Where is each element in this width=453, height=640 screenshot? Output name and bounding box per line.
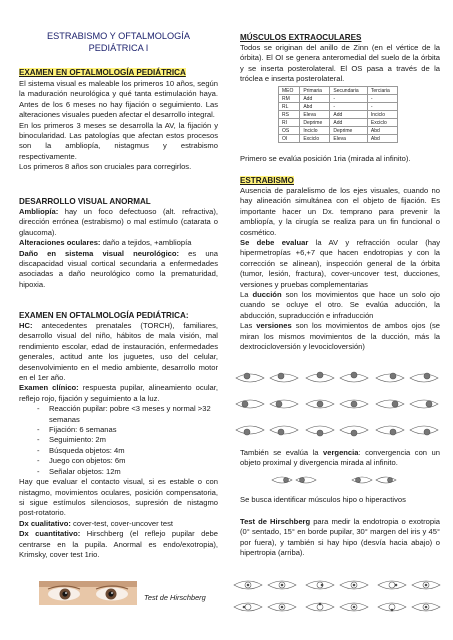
table-cell: Abd <box>367 135 397 143</box>
table-cell: OI <box>279 135 300 143</box>
dx-cuantitativo-label: Dx cuantitativo: <box>19 529 81 539</box>
table-row <box>279 135 398 143</box>
versiones-text: son los movimientos de ambos ojos (se miran los mismos movimientos de la ducción, más la dextrocicloversión y levocicloversión) <box>240 321 440 352</box>
milestone-item: - Señalar objetos: 12m <box>37 467 218 477</box>
table-header-cell: Primaria <box>300 87 330 95</box>
milestone-item: - Fijación: 6 semanas <box>37 425 218 435</box>
milestone-item: - Juego con objetos: 6m <box>37 456 218 466</box>
vergencia-pre: También se evalúa la <box>240 448 324 457</box>
clinico-text: respuesta pupilar, alineamiento ocular, reflejo rojo, fijación y seguimiento a la luz. <box>19 383 218 403</box>
ambliopia-text: hay un foco defectuoso (alt. refractiva), dirección errónea (estrabismo) o mal estímulo (catarata o glaucoma). <box>19 207 218 237</box>
table-cell: Inciclo <box>367 111 397 119</box>
table-cell: RS <box>279 111 300 119</box>
milestones-list <box>19 404 218 477</box>
eye-versions-diagram <box>228 366 443 444</box>
table-row <box>279 111 398 119</box>
alteraciones-label: Alteraciones oculares: <box>19 238 101 248</box>
duccion-label: ducción <box>252 290 282 300</box>
table-row <box>279 127 398 135</box>
table-cell: Abd <box>300 103 330 111</box>
table-header-row <box>279 87 398 95</box>
table-cell: - <box>330 95 367 103</box>
table-header-cell: Terciaria <box>367 87 397 95</box>
primero-text: Primero se evalúa posición 1ria (mirada al infinito). <box>240 154 411 163</box>
milestone-item: - Seguimiento: 2m <box>37 435 218 445</box>
duccion-text: son los movimientos que hace un solo ojo cuando se ocluye el otro. Se evalúa aducción, la abducción, supraducción e infraducción <box>240 290 440 320</box>
table-cell: Add <box>330 119 367 127</box>
table-cell: - <box>330 103 367 111</box>
test-hirschberg-label: Test de Hirschberg <box>240 517 311 526</box>
evaluar-label: Se debe evaluar <box>240 238 309 248</box>
estrabismo-heading: ESTRABISMO <box>240 176 294 185</box>
versiones-pre: Las <box>240 321 257 331</box>
hirschberg-caption: Test de Hirschberg <box>144 593 206 602</box>
table-cell: Inciclo <box>300 127 330 135</box>
hirschberg-deviation-diagram <box>228 573 443 619</box>
table-cell: Deprime <box>330 127 367 135</box>
musculos-text: Todos se originan del anillo de Zinn (en el vértice de la órbita). El OI se genera anteromedial del suelo de la órbita y se inserta posterolateral. El OS pasa a través de la tróclea e inserta posterolateral. <box>240 43 440 84</box>
hc-label: HC: <box>19 321 33 330</box>
dx-cualitativo-label: Dx cualitativo: <box>19 518 71 528</box>
table-cell: Abd <box>367 127 397 135</box>
evaluar-text: la AV y refracción ocular (hay hipermetropías +6,+7 que hacen endotropias y con la corrección se alinean), inspección general de la órbita (tumor, lesión, fractura), cover-uncover test, ducciones, versiones y pruebas complementarias <box>240 238 440 289</box>
dano-label: Daño en sistema visual neurológico: <box>19 248 180 258</box>
table-cell: RI <box>279 119 300 127</box>
vergencia-text: : convergencia con un objeto proximal y divergencia mirada al infinito. <box>240 448 440 468</box>
estrabismo-text: Ausencia de paralelismo de los ejes visuales, cuando no hay alineación simultánea con el objeto de fijación. Es importante hacer un Dx. temprano para prevenir la ambliopía, y la cirugía se realiza para un fin funcional o cosmético. <box>240 186 440 237</box>
table-cell: - <box>367 103 397 111</box>
test-hirschberg-text: para medir la endotropia o exotropia (0° sentado, 15° en borde pupilar, 30° margen del iris y 45° por fuera), y también si hay hipo (desvía hacia abajo) o hipertropia (arriba). <box>240 517 440 558</box>
busca-text: Se busca identificar músculos hipo o hiperactivos <box>240 495 406 504</box>
exam-paragraph-3: Los primeros 8 años son cruciales para corregirlos. <box>19 162 192 172</box>
table-cell: Deprime <box>300 119 330 127</box>
table-cell: Add <box>300 95 330 103</box>
milestone-item: - Búsqueda objetos: 4m <box>37 446 218 456</box>
exam2-heading: EXAMEN EN OFTALMOLOGÍA PEDIÁTRICA: <box>19 311 189 320</box>
table-row <box>279 119 398 127</box>
table-cell: Exciclo <box>300 135 330 143</box>
dx-cuantitativo-text: Hirschberg (el reflejo pupilar debe centrarse en la pupila. Anormal es endo/exotropia), Krimsky, cover test 1rio. <box>19 529 218 559</box>
table-header-cell: Secundaria <box>330 87 367 95</box>
muscle-action-table <box>278 86 398 143</box>
desarrollo-heading: DESARROLLO VISUAL ANORMAL <box>19 197 151 206</box>
evaluar-paragraph: Hay que evaluar el contacto visual, si es estable o con nistagmo, movimientos oculares, posición compensatoria, si sigue estímulos silenciosos, supresión de nistagmo post-rotatorio. <box>19 477 218 518</box>
table-cell: RM <box>279 95 300 103</box>
duccion-pre: La <box>240 290 253 300</box>
table-cell: Exciclo <box>367 119 397 127</box>
milestone-item: - Reacción pupilar: pobre <3 meses y normal >32 semanas <box>37 404 218 425</box>
table-cell: Eleva <box>300 111 330 119</box>
hc-text: antecedentes prenatales (TORCH), familiares, desarrollo visual del niño, hábitos de mala visión, mal rendimiento escolar, edad de instauración, enfermedades generales, actitud ante los juguetes, uso del celular, desenvolvimiento en el medio ambiente, desarrollo motor en el 1er año. <box>19 321 218 383</box>
exam-paragraph-1: El sistema visual es maleable los primeros 10 años, según la maduración neurológica y qué tanta estimulación haya. Antes de los 6 meses no hay fijación o seguimiento. Las alteraciones visuales pueden afectar el desarrollo integral. <box>19 79 218 120</box>
vergence-diagram <box>270 472 410 492</box>
title-line1: ESTRABISMO Y OFTALMOLOGÍA <box>47 31 190 41</box>
hirschberg-eyes-photo <box>39 581 137 605</box>
table-cell: Eleva <box>330 135 367 143</box>
vergencia-label: vergencia <box>323 448 359 457</box>
table-cell: - <box>367 95 397 103</box>
versiones-label: versiones <box>256 321 292 331</box>
dx-cualitativo-text: cover-test, cover-uncover test <box>70 518 174 528</box>
table-header-cell: MEO <box>279 87 300 95</box>
title-line2: PEDIÁTRICA I <box>88 43 149 53</box>
ambliopia-label: Ambliopía: <box>19 207 59 216</box>
exam-heading: EXAMEN EN OFTALMOLOGÍA PEDIÁTRICA <box>19 68 186 77</box>
clinico-label: Examen clínico: <box>19 383 79 393</box>
alteraciones-text: daño a tejidos, +ambliopía <box>100 238 192 248</box>
musculos-heading: MÚSCULOS EXTRAOCULARES <box>240 33 362 42</box>
dano-text: es una discapacidad visual cortical secundaria a enfermedades asociadas a daño neurológico como la prematuridad, hipoxia. <box>19 248 218 289</box>
table-row <box>279 95 398 103</box>
table-cell: OS <box>279 127 300 135</box>
exam-paragraph-2: En los primeros 3 meses se desarrolla la AV, la fijación y binocularidad. Las patologías que afectan estos procesos son la ambliopía, nistagmus y estrabismo respectivamente. <box>19 120 218 161</box>
table-row <box>279 103 398 111</box>
table-cell: RL <box>279 103 300 111</box>
table-cell: Add <box>330 111 367 119</box>
